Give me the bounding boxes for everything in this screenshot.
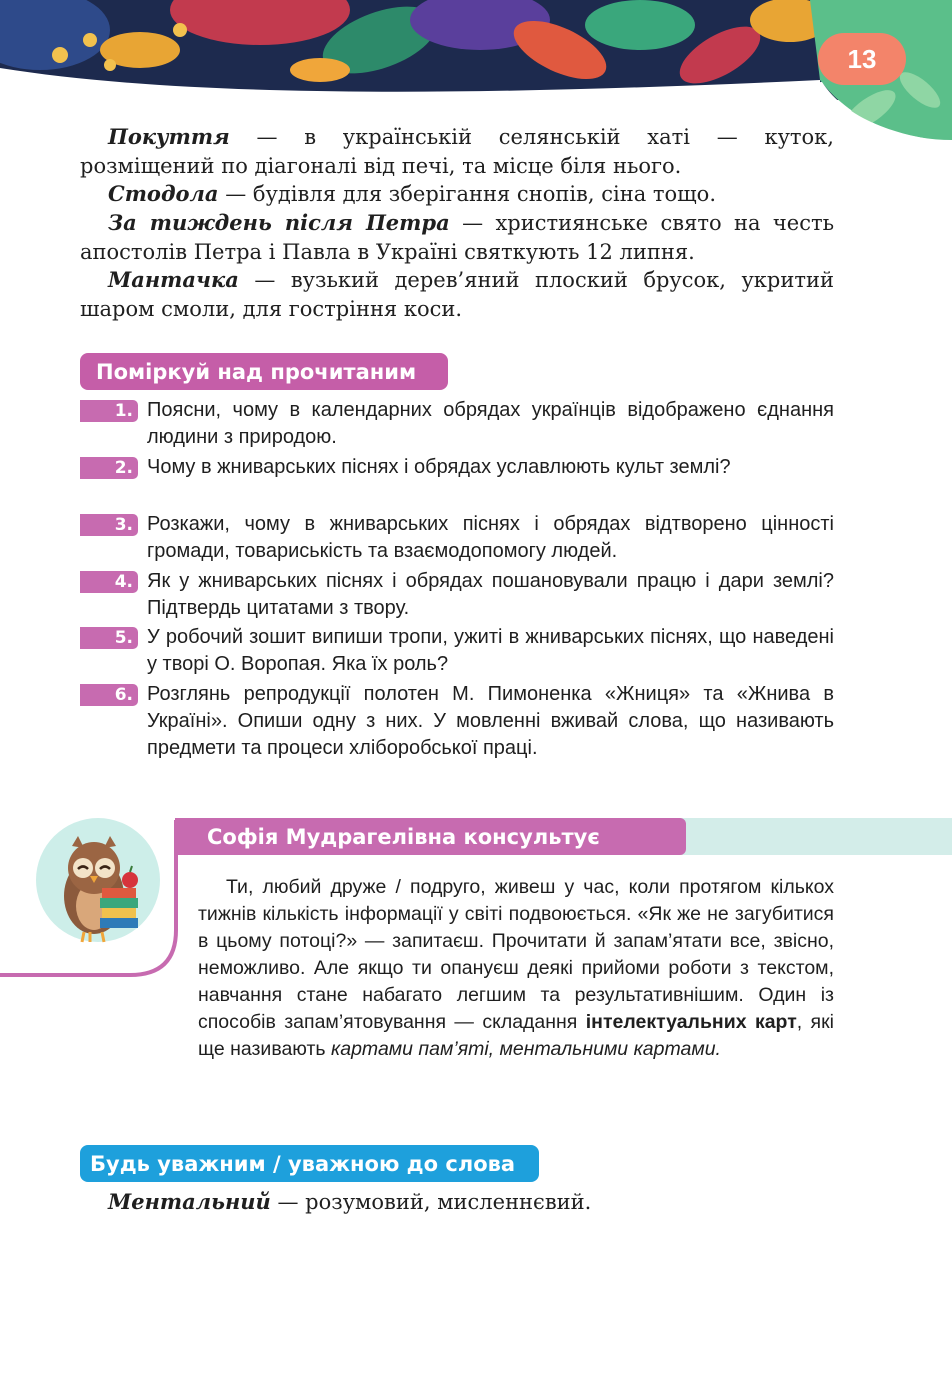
consult-italic-terms: картами пам’яті, ментальними картами. [331, 1038, 721, 1060]
question-number: 5. [80, 627, 138, 649]
glossary-entry [80, 180, 834, 209]
question-number: 4. [80, 571, 138, 593]
question-number: 1. [80, 400, 138, 422]
glossary-term: Стодола [108, 181, 219, 206]
glossary-definition: — вузький дерев’яний плоский брусок, укритий шаром смоли, для гостріння коси. [80, 268, 834, 321]
question-text: У робочий зошит випиши тропи, ужиті в жниварських піснях, що наведені у творі О. Воропая. Яка їх роль? [147, 626, 834, 675]
question-text: Як у жниварських піснях і обрядах пошановували працю і дари землі? Підтвердь цитатами з твору. [147, 570, 834, 619]
page-number: 13 [818, 33, 906, 85]
glossary-entry [80, 209, 834, 266]
section-title-reflect: Поміркуй над прочитаним [80, 353, 448, 390]
consult-text-1: Ти, любий друже / подруго, живеш у час, коли протягом кількох тижнів кількість інформації у світі подвоюється. «Як же не загубитися в цьому потоці?» — запитаєш. Прочитати й запам’ятати все, звісно, неможливо. Але якщо ти опануєш деякі прийоми роботи з текстом, навчання стане набагато легшим та результативнішим. Один із способів запам’ятовування — складання [198, 876, 834, 1033]
question-text: Розглянь репродукції полотен М. Пимоненка «Жниця» та «Жнива в Україні». Опиши одну з них. У мовленні вживай слова, що називають предмети та процеси хліборобської праці. [147, 683, 834, 759]
glossary-entry [80, 123, 834, 180]
word-term: Ментальний [108, 1189, 271, 1214]
word-definition: — розумовий, мисленнєвий. [270, 1190, 592, 1214]
consult-text-2: , які ще називають [198, 1011, 834, 1060]
glossary-term: Покуття [108, 124, 230, 149]
glossary-definition: — будівля для зберігання снопів, сіна тощо. [218, 182, 716, 206]
owl-mascot-icon [52, 828, 152, 946]
question-number: 3. [80, 514, 138, 536]
glossary-entry [80, 266, 834, 323]
consult-bold-term: інтелектуальних карт [585, 1011, 797, 1033]
glossary-term: За тиждень після Петра [108, 210, 450, 235]
consult-paragraph [198, 874, 834, 1063]
question-text: Розкажи, чому в жниварських піснях і обрядах відтворено цінності громади, товариськість та взаємодопомогу людей. [147, 513, 834, 562]
section-title-word: Будь уважним / уважною до слова [80, 1145, 539, 1182]
question-text: Поясни, чому в календарних обрядах українців відображено єднання людини з природою. [147, 399, 834, 448]
question-number: 6. [80, 684, 138, 706]
glossary-term: Мантачка [108, 267, 239, 292]
question-number: 2. [80, 457, 138, 479]
word-entry [108, 1188, 591, 1216]
consult-title: Софія Мудрагелівна консультує [175, 818, 686, 855]
glossary-definition: — в українській селянській хаті — куток, розміщений по діагоналі від печі, та місце біля нього. [80, 125, 834, 178]
question-text: Чому в жниварських піснях і обрядах уславлюють культ землі? [147, 456, 731, 478]
glossary-definition: — християнське свято на честь апостолів Петра і Павла в Україні святкують 12 липня. [80, 211, 835, 264]
